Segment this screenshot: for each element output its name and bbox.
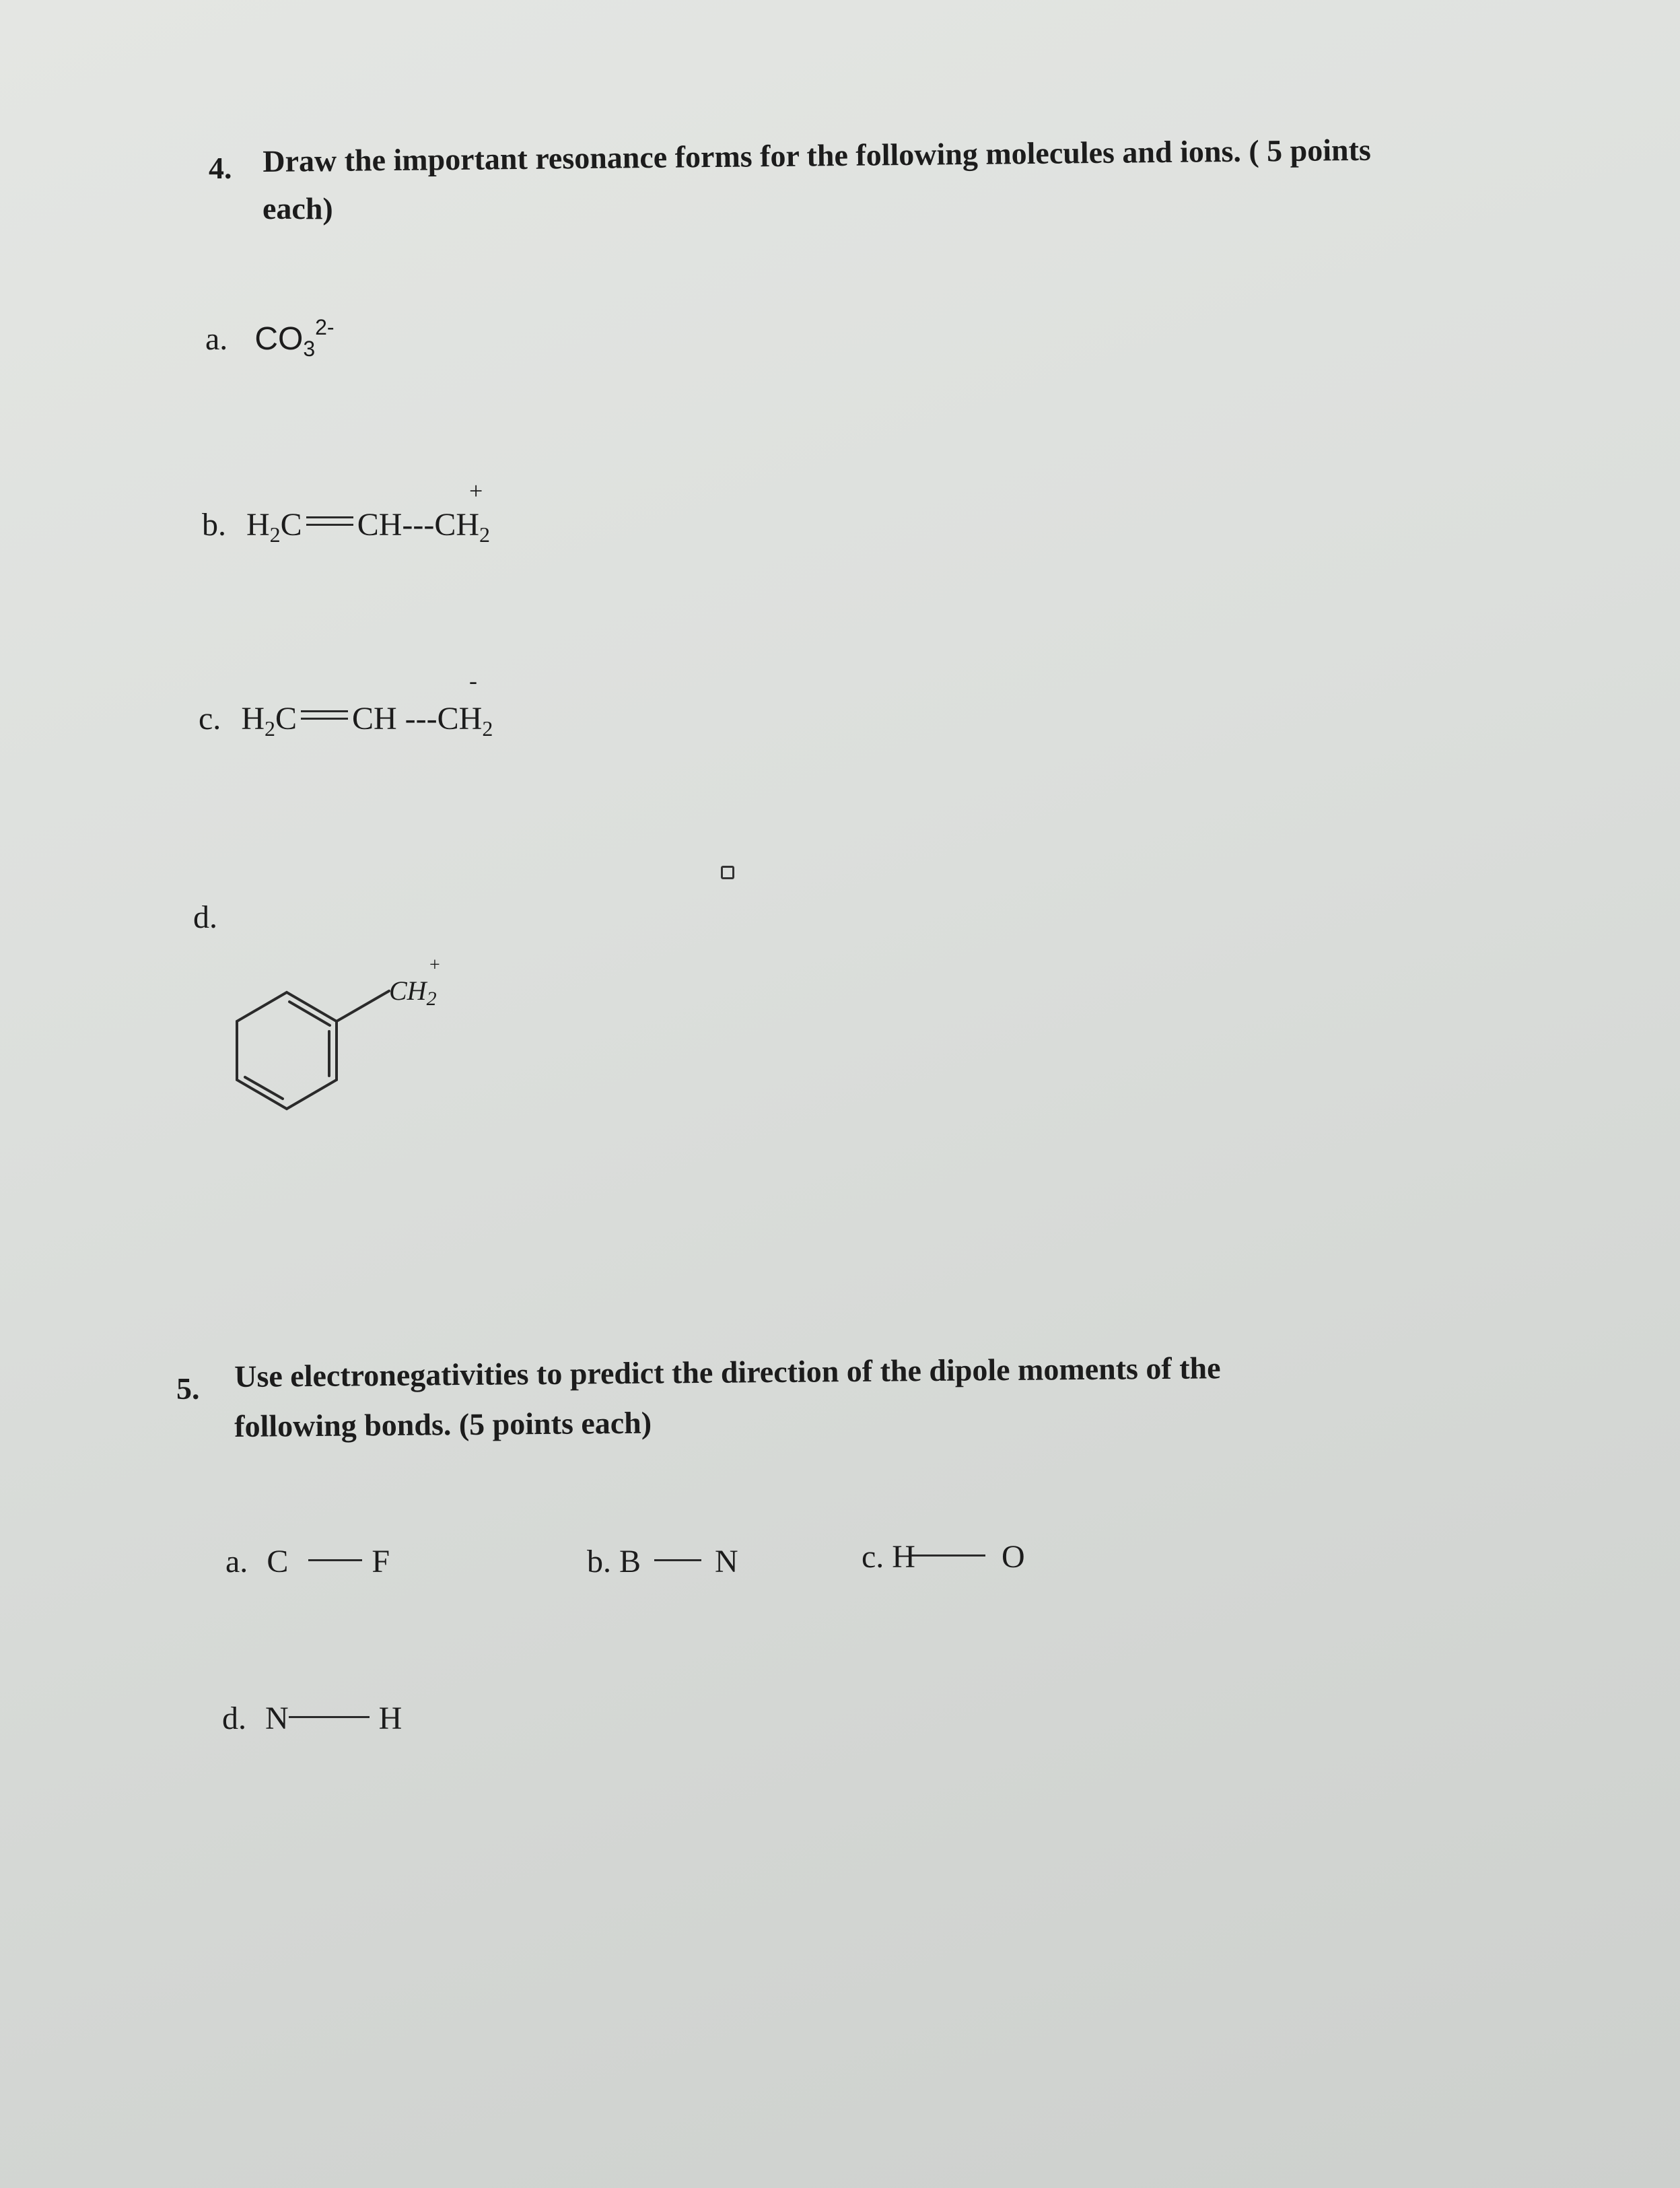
item-4a-superscript: 2- (315, 315, 335, 339)
item-4b-label: b. (202, 507, 226, 543)
item-5c-label: c. H (862, 1539, 915, 1575)
item-4b-c: C (280, 507, 302, 543)
item-5a-right-atom: F (372, 1544, 390, 1579)
item-5c (862, 1538, 1025, 1575)
item-5d-left-atom: N (265, 1701, 289, 1736)
item-4c-double-bond (301, 710, 348, 720)
item-4a-formula: CO (254, 321, 304, 357)
item-4c-c: C (275, 701, 297, 737)
item-5a-label: a. (225, 1544, 248, 1579)
item-5d-label: d. (222, 1701, 246, 1736)
item-4d-ch-sub: 2 (426, 988, 437, 1010)
item-4d-ch: CH (389, 976, 427, 1006)
item-4c-charge: - (469, 667, 477, 694)
item-5b (587, 1543, 738, 1580)
item-4a (205, 315, 335, 362)
question-4-text-line2: each) (262, 191, 333, 226)
item-5a-bond (308, 1559, 362, 1561)
item-4a-label: a. (205, 321, 228, 357)
item-5b-label: b. B (587, 1544, 641, 1579)
item-4c-label: c. (199, 701, 221, 737)
question-5-text-line2: following bonds. (5 points each) (234, 1405, 652, 1443)
benzene-ring (237, 992, 337, 1109)
item-5a-left-atom: C (267, 1544, 289, 1579)
item-5c-bond (911, 1554, 985, 1557)
item-4b-charge: + (469, 477, 483, 504)
question-5-text-line1: Use electronegativities to predict the direction of the dipole moments of the (234, 1351, 1221, 1394)
item-4b-h-sub: 2 (269, 522, 281, 547)
item-5a (225, 1543, 390, 1580)
item-4c-h: H (241, 701, 265, 737)
item-4b-ch-sub: 2 (479, 522, 490, 547)
small-square-mark (721, 866, 734, 879)
item-4b-double-bond (306, 516, 353, 526)
question-4-number: 4. (209, 151, 232, 185)
item-4c (199, 700, 493, 741)
item-5c-right-atom: O (1001, 1539, 1025, 1575)
item-4a-subscript: 3 (303, 337, 316, 361)
item-4c-ch: CH ---CH (352, 701, 483, 737)
question-4-text-line1: Draw the important resonance forms for the following molecules and ions. ( 5 points (262, 132, 1372, 178)
question-5-number: 5. (176, 1371, 200, 1406)
item-4d-charge: + (429, 955, 440, 976)
item-4b-h: H (246, 507, 270, 543)
item-5d-right-atom: H (378, 1701, 403, 1736)
item-4c-ch-sub: 2 (482, 716, 493, 741)
item-4c-h-sub: 2 (264, 716, 275, 741)
item-4b (202, 506, 490, 547)
item-5d (222, 1700, 402, 1737)
ring-ch2-bond (337, 991, 389, 1021)
item-4b-ch: CH---CH (357, 507, 479, 543)
item-5b-right-atom: N (715, 1544, 738, 1579)
item-5d-bond (289, 1716, 370, 1718)
item-4d-ch2 (389, 975, 437, 1011)
item-5b-bond (654, 1559, 701, 1561)
item-4d-label: d. (193, 899, 217, 935)
